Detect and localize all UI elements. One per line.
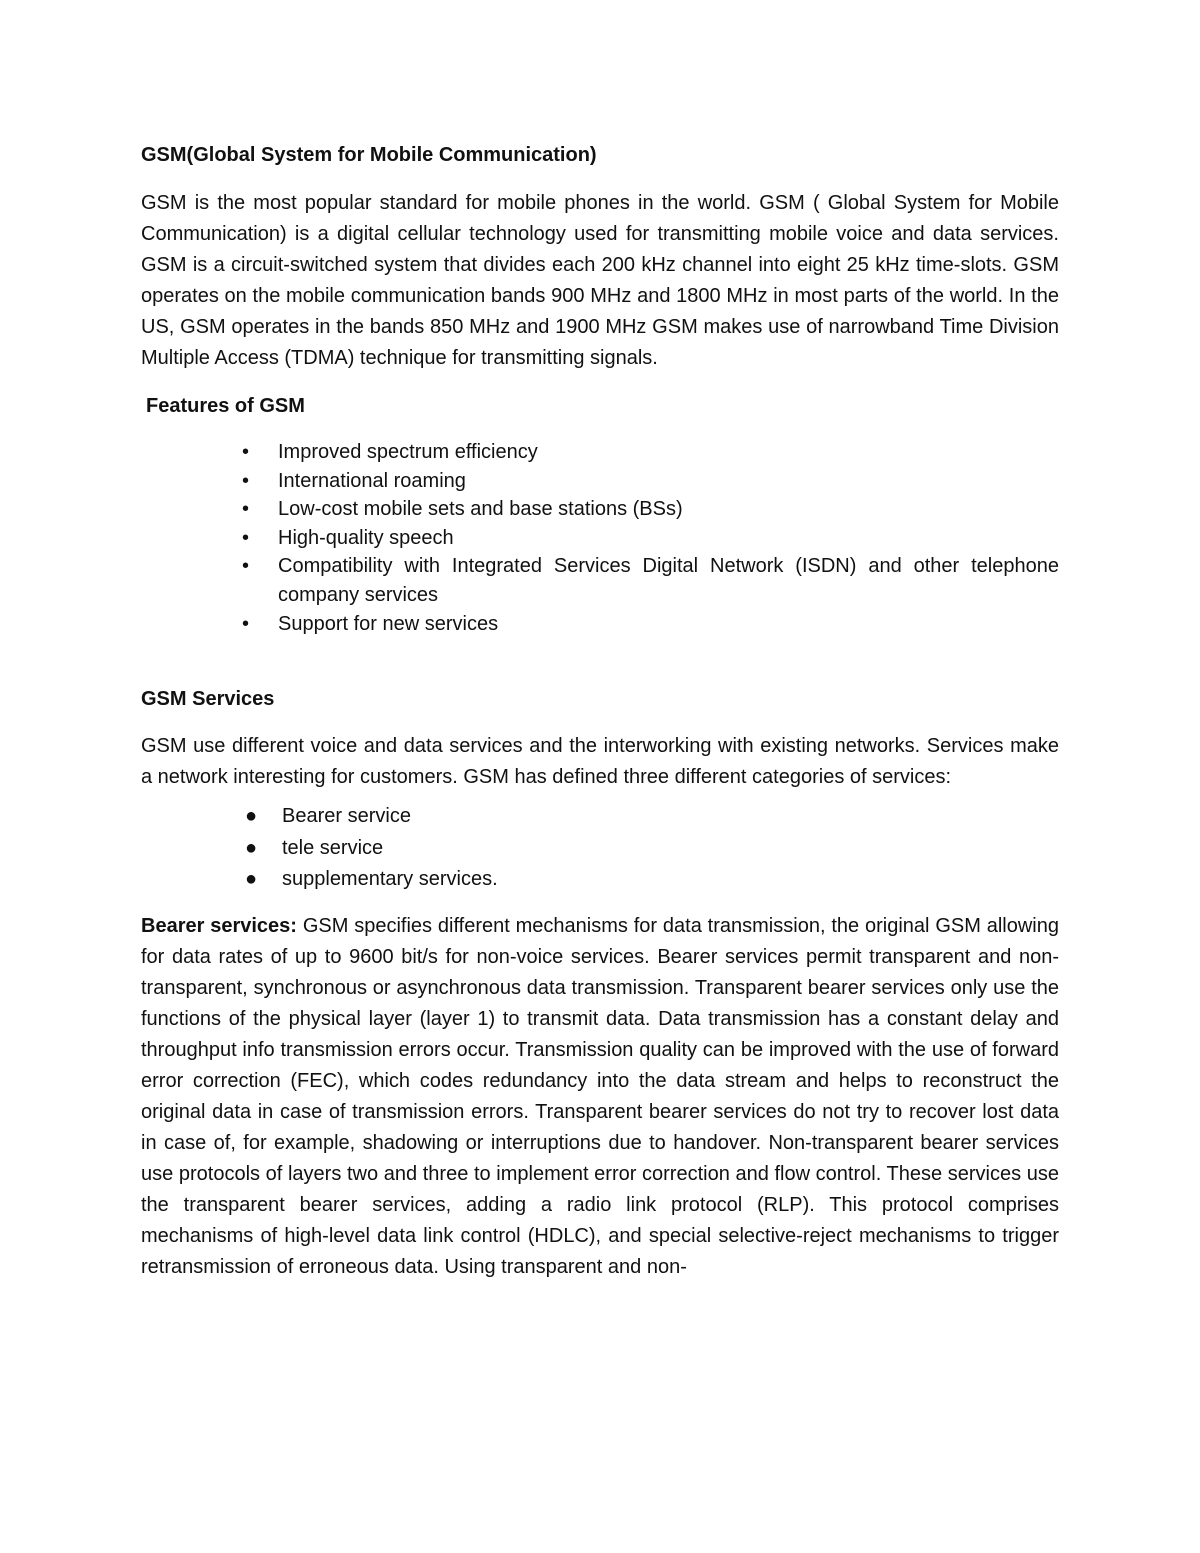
document-title: GSM(Global System for Mobile Communication) xyxy=(141,144,597,166)
bullet-icon: ● xyxy=(245,836,258,859)
bearer-services-paragraph xyxy=(141,911,1059,1283)
list-item xyxy=(141,524,1059,553)
list-item xyxy=(141,610,1059,639)
list-item xyxy=(141,438,1059,467)
services-list xyxy=(141,801,1059,896)
list-item-text: Improved spectrum efficiency xyxy=(278,441,538,463)
list-item xyxy=(141,495,1059,524)
bullet-icon: • xyxy=(242,526,250,549)
list-item-text: Bearer service xyxy=(282,805,411,828)
bearer-services-lead: Bearer services: xyxy=(141,914,297,937)
services-paragraph: GSM use different voice and data services and the interworking with existing networks. Services make a network interesting for customers. GSM has defined three different categories of services: xyxy=(141,735,1059,789)
list-item-text: Support for new services xyxy=(278,612,499,635)
list-item-text: tele service xyxy=(282,836,384,859)
list-item xyxy=(141,801,1059,833)
features-list xyxy=(141,438,1059,638)
list-item-text: High-quality speech xyxy=(278,526,454,549)
list-item-text: supplementary services. xyxy=(282,868,498,891)
list-item xyxy=(141,552,1059,609)
features-heading: Features of GSM xyxy=(146,395,305,417)
list-item-text: International roaming xyxy=(278,469,466,492)
intro-paragraph: GSM is the most popular standard for mobile phones in the world. GSM ( Global System for Mobile Communication) is a digital cellular technology used for transmitting mobile voice and data services. GSM is a circuit-switched system that divides each 200 kHz channel into eight 25 kHz time-slots. GSM operates on the mobile communication bands 900 MHz and 1800 MHz in most parts of the world. In the US, GSM operates in the bands 850 MHz and 1900 MHz GSM makes use of narrowband Time Division Multiple Access (TDMA) technique for transmitting signals. xyxy=(141,192,1059,369)
bullet-icon: ● xyxy=(245,868,258,891)
list-item xyxy=(141,467,1059,496)
list-item xyxy=(141,833,1059,865)
document-page xyxy=(141,140,1059,1300)
bullet-icon: • xyxy=(242,469,250,492)
services-heading: GSM Services xyxy=(141,688,275,711)
bullet-icon: • xyxy=(242,498,250,521)
list-item xyxy=(141,864,1059,896)
list-item-text: Compatibility with Integrated Services Digital Network (ISDN) and other telephone company services xyxy=(278,555,1059,606)
bullet-icon: • xyxy=(242,441,250,463)
list-item-text: Low-cost mobile sets and base stations (BSs) xyxy=(278,498,683,521)
bullet-icon: • xyxy=(242,612,250,635)
bullet-icon: • xyxy=(242,555,250,578)
bearer-services-text: GSM specifies different mechanisms for data transmission, the original GSM allowing for data rates of up to 9600 bit/s for non-voice services. Bearer services permit transparent and non-transparent, synchronous or asynchronous data transmission. Transparent bearer services only use the functions of the physical layer (layer 1) to transmit data. Data transmission has a constant delay and throughput info transmission errors occur. Transmission quality can be improved with the use of forward error correction (FEC), which codes redundancy into the data stream and helps to reconstruct the original data in case of transmission errors. Transparent bearer services do not try to recover lost data in case of, for example, shadowing or interruptions due to handover. Non-transparent bearer services use protocols of layers two and three to implement error correction and flow control. These services use the transparent bearer services, adding a radio link protocol (RLP). This protocol comprises mechanisms of high-level data link control (HDLC), and special selective-reject mechanisms to trigger retransmission of erroneous data. Using transparent and non- xyxy=(141,914,1059,1278)
bullet-icon: ● xyxy=(245,805,258,828)
